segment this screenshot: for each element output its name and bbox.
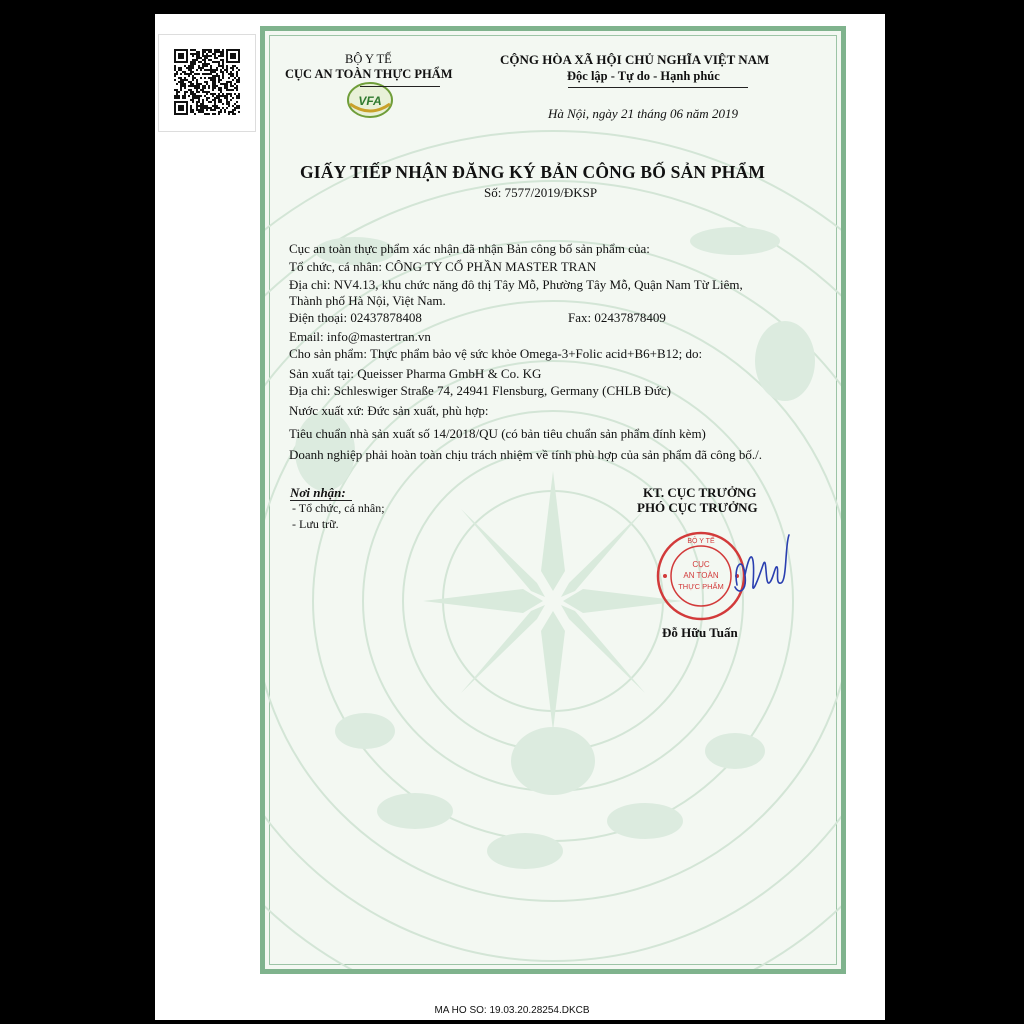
agency-name: CỤC AN TOÀN THỰC PHẨM	[285, 67, 453, 81]
signer-role-primary: KT. CỤC TRƯỞNG	[643, 485, 757, 500]
body-line-city: Thành phố Hà Nội, Việt Nam.	[289, 293, 446, 308]
recipient-item: - Lưu trữ.	[292, 517, 339, 531]
dossier-code: MA HO SO: 19.03.20.28254.DKCB	[434, 1005, 590, 1016]
agency-underline	[360, 86, 440, 87]
signer-name: Đỗ Hữu Tuấn	[662, 625, 738, 640]
body-line-address: Địa chỉ: NV4.13, khu chức năng đô thị Tây Mỗ, Phường Tây Mỗ, Quận Nam Từ Liêm,	[289, 277, 743, 292]
recipients-label: Nơi nhận:	[290, 485, 346, 500]
recipient-item: - Tổ chức, cá nhân;	[292, 501, 385, 515]
body-line-manufacturer-address: Địa chỉ: Schleswiger Straße 74, 24941 Flensburg, Germany (CHLB Đức)	[289, 383, 671, 398]
qr-code	[158, 34, 256, 132]
body-line-origin: Nước xuất xứ: Đức sản xuất, phù hợp:	[289, 403, 489, 418]
national-motto: Độc lập - Tự do - Hạnh phúc	[567, 69, 720, 83]
handwritten-signature	[725, 525, 795, 610]
body-line-fax: Fax: 02437878409	[568, 310, 666, 325]
stamp-line-1: CỤC	[692, 560, 710, 569]
stamp-ring-text: BỘ Y TẾ	[687, 538, 715, 545]
stamp-line-3: THỰC PHẨM	[678, 582, 724, 591]
body-line-manufacturer: Sản xuất tại: Queisser Pharma GmbH & Co. KG	[289, 366, 542, 381]
ministry-name: BỘ Y TẾ	[345, 52, 392, 66]
body-line-standard: Tiêu chuẩn nhà sản xuất số 14/2018/QU (có bản tiêu chuẩn sản phẩm đính kèm)	[289, 426, 706, 441]
country-name: CỘNG HÒA XÃ HỘI CHỦ NGHĨA VIỆT NAM	[500, 52, 770, 67]
body-line-phone: Điện thoại: 02437878408	[289, 310, 422, 325]
stamp-line-2: AN TOÀN	[683, 571, 719, 580]
place-date: Hà Nội, ngày 21 tháng 06 năm 2019	[548, 106, 738, 121]
motto-underline	[568, 87, 748, 88]
body-line-email: Email: info@mastertran.vn	[289, 329, 431, 344]
vfa-logo	[345, 76, 395, 120]
signer-role-secondary: PHÓ CỤC TRƯỞNG	[637, 500, 758, 515]
vfa-logo-text: VFA	[358, 94, 382, 108]
body-line-product: Cho sản phẩm: Thực phẩm bảo vệ sức khỏe Omega-3+Folic acid+B6+B12; do:	[289, 346, 703, 361]
body-line-organization: Tổ chức, cá nhân: CÔNG TY CỔ PHẦN MASTER TRAN	[289, 259, 597, 274]
document-title: GIẤY TIẾP NHẬN ĐĂNG KÝ BẢN CÔNG BỐ SẢN PHẨM	[300, 162, 766, 182]
body-line-responsibility: Doanh nghiệp phải hoàn toàn chịu trách nhiệm về tính phù hợp của sản phẩm đã công bố./.	[289, 447, 762, 462]
document-number: Số: 7577/2019/ĐKSP	[484, 185, 598, 200]
body-line-intro: Cục an toàn thực phẩm xác nhận đã nhận Bản công bố sản phẩm của:	[289, 241, 650, 256]
